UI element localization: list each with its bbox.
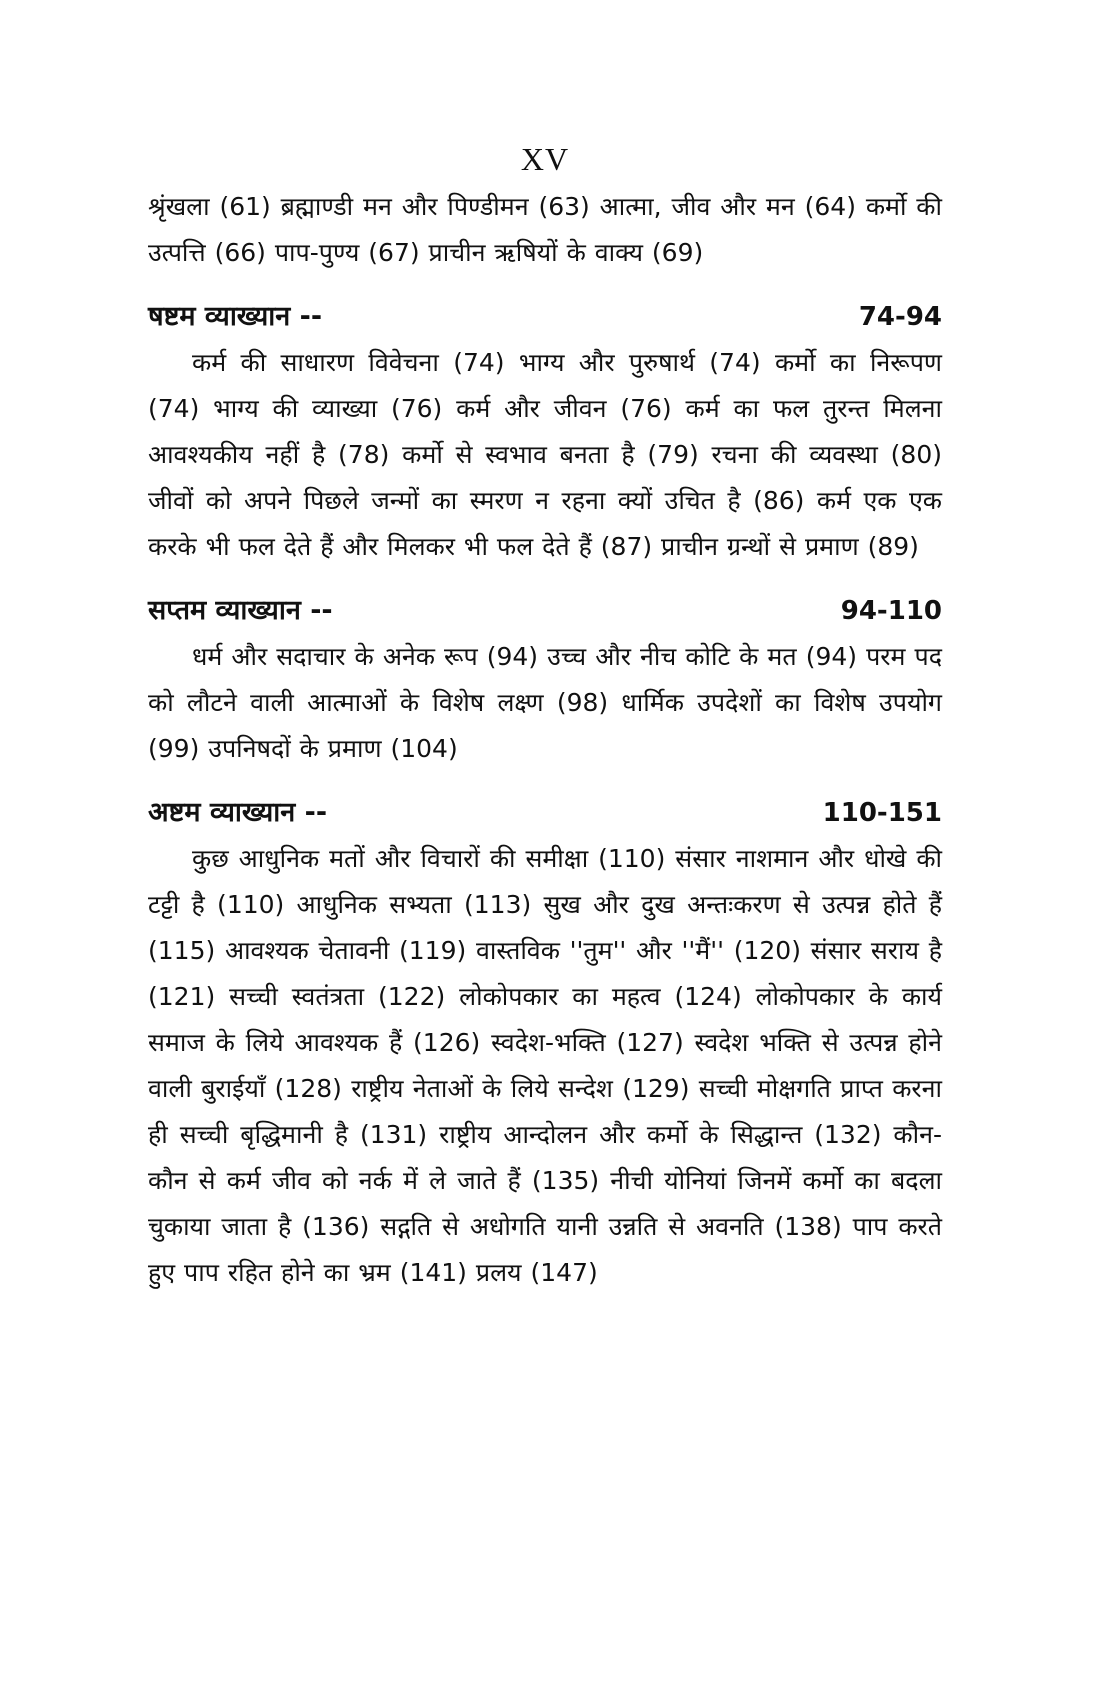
section-page-range: 110-151 xyxy=(822,798,942,829)
section-ashtam xyxy=(148,790,942,1296)
section-title: अष्टम व्याख्यान -- xyxy=(148,797,328,829)
section-paragraph: कुछ आधुनिक मतों और विचारों की समीक्षा (110) संसार नाशमान और धोखे की टट्टी है (110) आधुनिक सभ्यता (113) सुख और दुख अन्तःकरण से उत्पन्न होते हैं (115) आवश्यक चेतावनी (119) वास्तविक ''तुम'' और ''मैं'' (120) संसार सराय है (121) सच्ची स्वतंत्रता (122) लोकोपकार का महत्व (124) लोकोपकार के कार्य समाज के लिये आवश्यक हैं (126) स्वदेश-भक्ति (127) स्वदेश भक्ति से उत्पन्न होने वाली बुराईयाँ (128) राष्ट्रीय नेताओं के लिये सन्देश (129) सच्ची मोक्षगति प्राप्त करना ही सच्ची बृद्धिमानी है (131) राष्ट्रीय आन्दोलन और कर्मो के सिद्धान्त (132) कौन-कौन से कर्म जीव को नर्क में ले जाते हैं (135) नीची योनियां जिनमें कर्मो का बदला चुकाया जाता है (136) सद्गति से अधोगति यानी उन्नति से अवनति (138) पाप करते हुए पाप रहित होने का भ्रम (141) प्रलय (147) xyxy=(148,844,942,1288)
section-heading xyxy=(148,294,942,340)
section-paragraph: धर्म और सदाचार के अनेक रूप (94) उच्च और नीच कोटि के मत (94) परम पद को लौटने वाली आत्माओं के विशेष लक्ष्ण (98) धार्मिक उपदेशों का विशेष उपयोग (99) उपनिषदों के प्रमाण (104) xyxy=(148,642,942,764)
section-page-range: 94-110 xyxy=(840,596,942,627)
book-page xyxy=(148,140,942,1296)
section-heading xyxy=(148,790,942,836)
intro-paragraph: श्रृंखला (61) ब्रह्माण्डी मन और पिण्डीमन (63) आत्मा, जीव और मन (64) कर्मो की उत्पत्ति (66) पाप-पुण्य (67) प्राचीन ऋषियों के वाक्य (69) xyxy=(148,192,942,268)
section-title: षष्टम व्याख्यान -- xyxy=(148,301,323,333)
section-title: सप्तम व्याख्यान -- xyxy=(148,595,333,627)
section-page-range: 74-94 xyxy=(858,302,942,333)
section-heading xyxy=(148,588,942,634)
section-shashtam xyxy=(148,294,942,570)
section-paragraph: कर्म की साधारण विवेचना (74) भाग्य और पुरुषार्थ (74) कर्मो का निरूपण (74) भाग्य की व्याख्या (76) कर्म और जीवन (76) कर्म का फल तुरन्त मिलना आवश्यकीय नहीं है (78) कर्मो से स्वभाव बनता है (79) रचना की व्यवस्था (80) जीवों को अपने पिछले जन्मों का स्मरण न रहना क्यों उचित है (86) कर्म एक एक करके भी फल देते हैं और मिलकर भी फल देते हैं (87) प्राचीन ग्रन्थों से प्रमाण (89) xyxy=(148,348,942,562)
section-saptam xyxy=(148,588,942,772)
page-number: XV xyxy=(520,141,570,177)
